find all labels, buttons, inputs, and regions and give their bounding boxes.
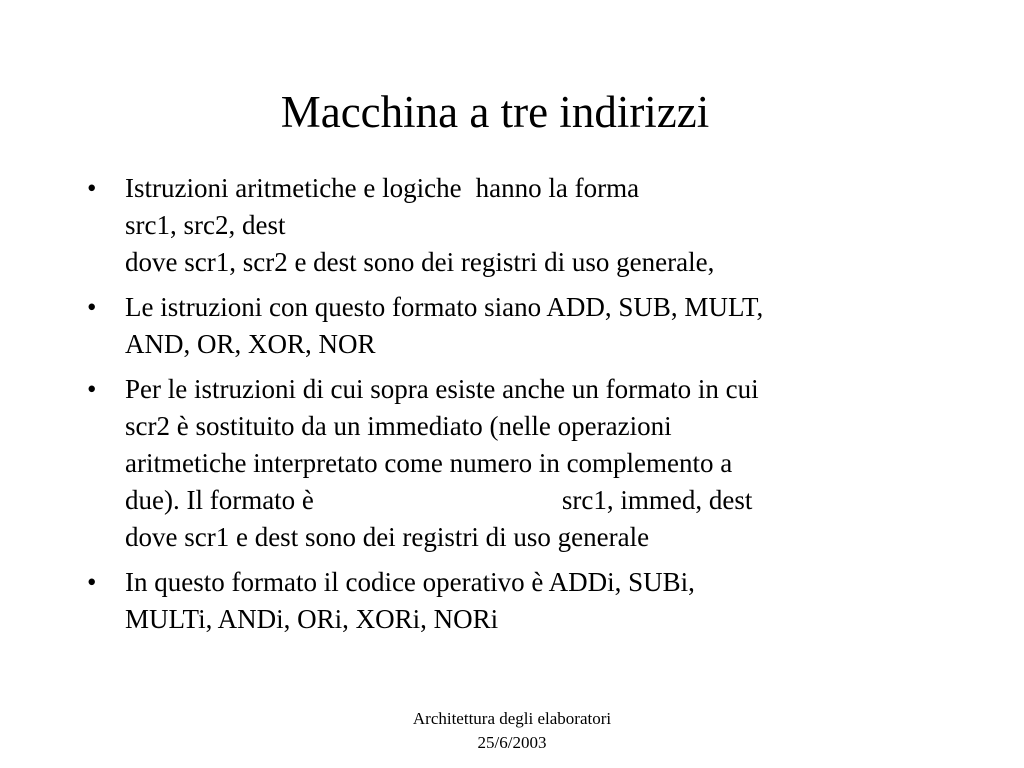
bullet-line: src1, src2, dest <box>125 210 286 240</box>
bullet-item-3 <box>0 371 1024 556</box>
bullet-line: In questo formato il codice operativo è ADDi, SUBi, <box>125 567 695 597</box>
bullet-line <box>125 170 1024 207</box>
bullet-line: MULTi, ANDi, ORi, XORi, NORi <box>125 604 499 634</box>
bullet-line: AND, OR, XOR, NOR <box>125 329 376 359</box>
bullet-point-icon: • <box>87 292 97 322</box>
bullet-item-2 <box>0 289 1024 363</box>
bullet-line: aritmetiche interpretato come numero in complemento a <box>125 448 733 478</box>
bullet-point-icon: • <box>87 374 97 404</box>
footer-course: Architettura degli elaboratori <box>412 709 612 728</box>
bullet-line: Per le istruzioni di cui sopra esiste anche un formato in cui <box>125 374 759 404</box>
bullet-point-icon: • <box>87 567 97 597</box>
footer-date: 25/6/2003 <box>477 733 547 752</box>
bullet-text-part: hanno la forma <box>475 173 640 203</box>
slide-footer <box>0 707 1024 755</box>
bullet-text-part: src1, immed, dest <box>561 485 753 515</box>
bullet-text-part: due). Il formato è <box>125 485 314 515</box>
bullet-item-4 <box>0 564 1024 638</box>
bullet-text-part: Istruzioni aritmetiche e logiche <box>125 173 462 203</box>
bullet-line: dove scr1, scr2 e dest sono dei registri di uso generale, <box>125 247 715 277</box>
bullet-line <box>125 482 1024 519</box>
bullet-line: Le istruzioni con questo formato siano ADD, SUB, MULT, <box>125 292 764 322</box>
bullet-list <box>0 170 1024 646</box>
slide-title: Macchina a tre indirizzi <box>280 87 710 137</box>
bullet-point-icon: • <box>87 173 97 203</box>
bullet-item-1 <box>0 170 1024 281</box>
bullet-line: scr2 è sostituito da un immediato (nelle operazioni <box>125 411 672 441</box>
bullet-line: dove scr1 e dest sono dei registri di uso generale <box>125 522 650 552</box>
